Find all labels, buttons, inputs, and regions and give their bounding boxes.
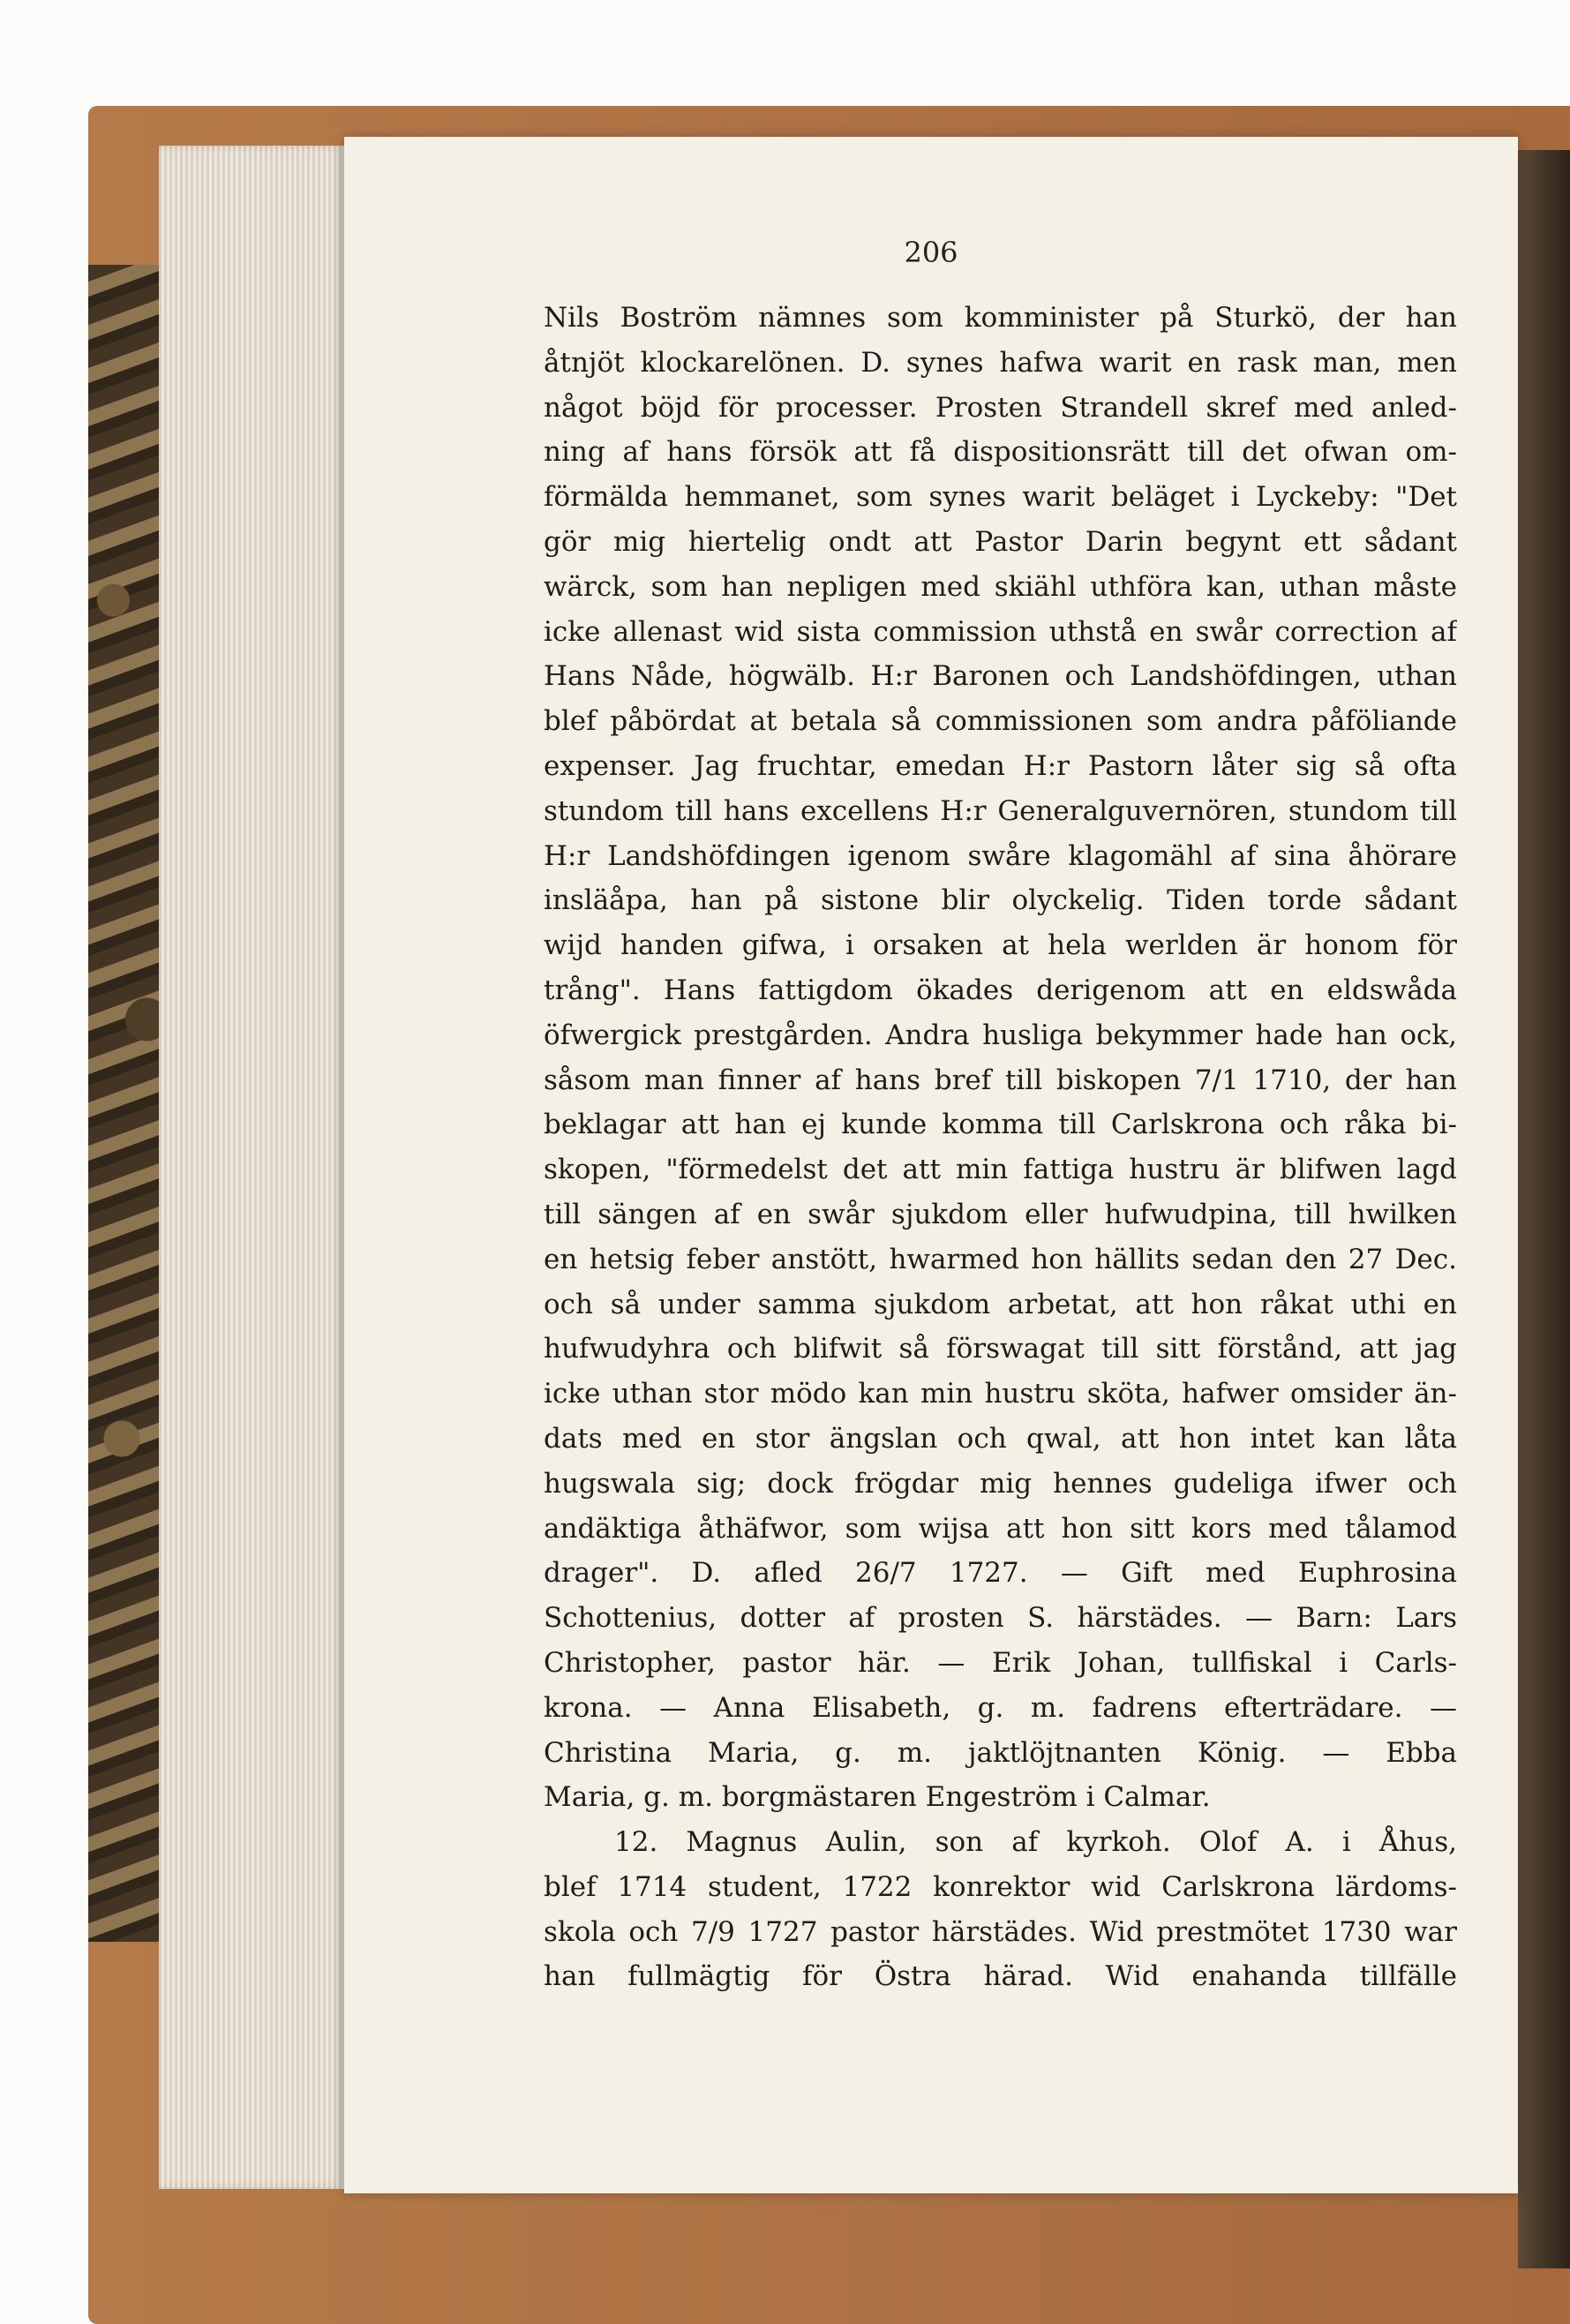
- text-line: drager". D. afled 26/7 1727. — Gift med Euphrosina: [544, 1557, 1457, 1590]
- text-line: beklagar att han ej kunde komma till Carlskrona och råka bi-: [544, 1109, 1457, 1141]
- text-line: såsom man finner af hans bref till biskopen 7/1 1710, der han: [544, 1064, 1457, 1096]
- page-number: 206: [904, 236, 958, 269]
- text-line: Maria, g. m. borgmästaren Engeström i Calmar.: [544, 1781, 1211, 1814]
- text-line: insläåpa, han på sistone blir olyckelig. Tiden torde sådant: [544, 884, 1457, 917]
- text-line: till sängen af en swår sjukdom eller hufwudpina, till hwilken: [544, 1198, 1457, 1230]
- text-line: han fullmägtig för Östra härad. Wid enahanda tillfälle: [544, 1960, 1457, 1993]
- text-line: skopen, "förmedelst det att min fattiga hustru är blifwen lagd: [544, 1154, 1457, 1186]
- text-line: Christina Maria, g. m. jaktlöjtnanten König. — Ebba: [544, 1736, 1457, 1769]
- text-line: stundom till hans excellens H:r Generalguvernören, stundom till: [544, 794, 1457, 827]
- text-line: blef påbördat at betala så commissionen som andra påföliande: [544, 705, 1457, 738]
- text-line: förmälda hemmanet, som synes warit beläget i Lyckeby: "Det: [544, 481, 1457, 514]
- text-line: ning af hans försök att få dispositionsrätt till det ofwan om-: [544, 436, 1457, 469]
- text-line: 12. Magnus Aulin, son af kyrkoh. Olof A. i Åhus,: [614, 1826, 1457, 1859]
- text-line: gör mig hiertelig ondt att Pastor Darin begynt ett sådant: [544, 525, 1457, 558]
- text-line: hugswala sig; dock frögdar mig hennes gudeliga ifwer och: [544, 1467, 1457, 1500]
- text-line: krona. — Anna Elisabeth, g. m. fadrens efterträdare. —: [544, 1691, 1457, 1724]
- text-line: wijd handen gifwa, i orsaken at hela werlden är honom för: [544, 929, 1457, 962]
- text-line: Schottenius, dotter af prosten S. härstädes. — Barn: Lars: [544, 1602, 1457, 1635]
- text-line: öfwergick prestgården. Andra husliga bekymmer hade han ock,: [544, 1019, 1457, 1051]
- binding-shadow: [1518, 150, 1570, 2268]
- text-line: icke uthan stor mödo kan min hustru sköta, hafwer omsider än-: [544, 1378, 1457, 1410]
- text-line: skola och 7/9 1727 pastor härstädes. Wid prestmötet 1730 war: [544, 1915, 1457, 1948]
- text-line: och så under samma sjukdom arbetat, att hon råkat uthi en: [544, 1288, 1457, 1320]
- text-line: något böjd för processer. Prosten Strandell skref med anled-: [544, 391, 1457, 424]
- body-text: [544, 296, 1457, 1999]
- text-line: icke allenast wid sista commission uthstå en swår correction af: [544, 615, 1457, 648]
- page-edges: [159, 146, 344, 2189]
- text-line: trång". Hans fattigdom ökades derigenom att en eldswåda: [544, 974, 1457, 1006]
- text-line: åtnjöt klockarelönen. D. synes hafwa warit en rask man, men: [544, 346, 1457, 379]
- text-line: Christopher, pastor här. — Erik Johan, tullfiskal i Carls-: [544, 1646, 1457, 1679]
- book-page: [344, 137, 1518, 2193]
- text-line: Nils Boström nämnes som komminister på Sturkö, der han: [544, 302, 1457, 334]
- text-line: andäktiga åthäfwor, som wijsa att hon sitt kors med tålamod: [544, 1512, 1457, 1545]
- text-line: dats med en stor ängslan och qwal, att hon intet kan låta: [544, 1422, 1457, 1455]
- text-line: wärck, som han nepligen med skiähl uthföra kan, uthan måste: [544, 570, 1457, 603]
- text-line: expenser. Jag fruchtar, emedan H:r Pastorn låter sig så ofta: [544, 749, 1457, 782]
- text-line: blef 1714 student, 1722 konrektor wid Carlskrona lärdoms-: [544, 1870, 1457, 1903]
- text-line: hufwudyhra och blifwit så förswagat till sitt förstånd, att jag: [544, 1333, 1457, 1365]
- text-line: H:r Landshöfdingen igenom swåre klagomähl af sina åhörare: [544, 839, 1457, 872]
- text-line: Hans Nåde, högwälb. H:r Baronen och Landshöfdingen, uthan: [544, 660, 1457, 693]
- text-line: en hetsig feber anstött, hwarmed hon hällits sedan den 27 Dec.: [544, 1243, 1457, 1275]
